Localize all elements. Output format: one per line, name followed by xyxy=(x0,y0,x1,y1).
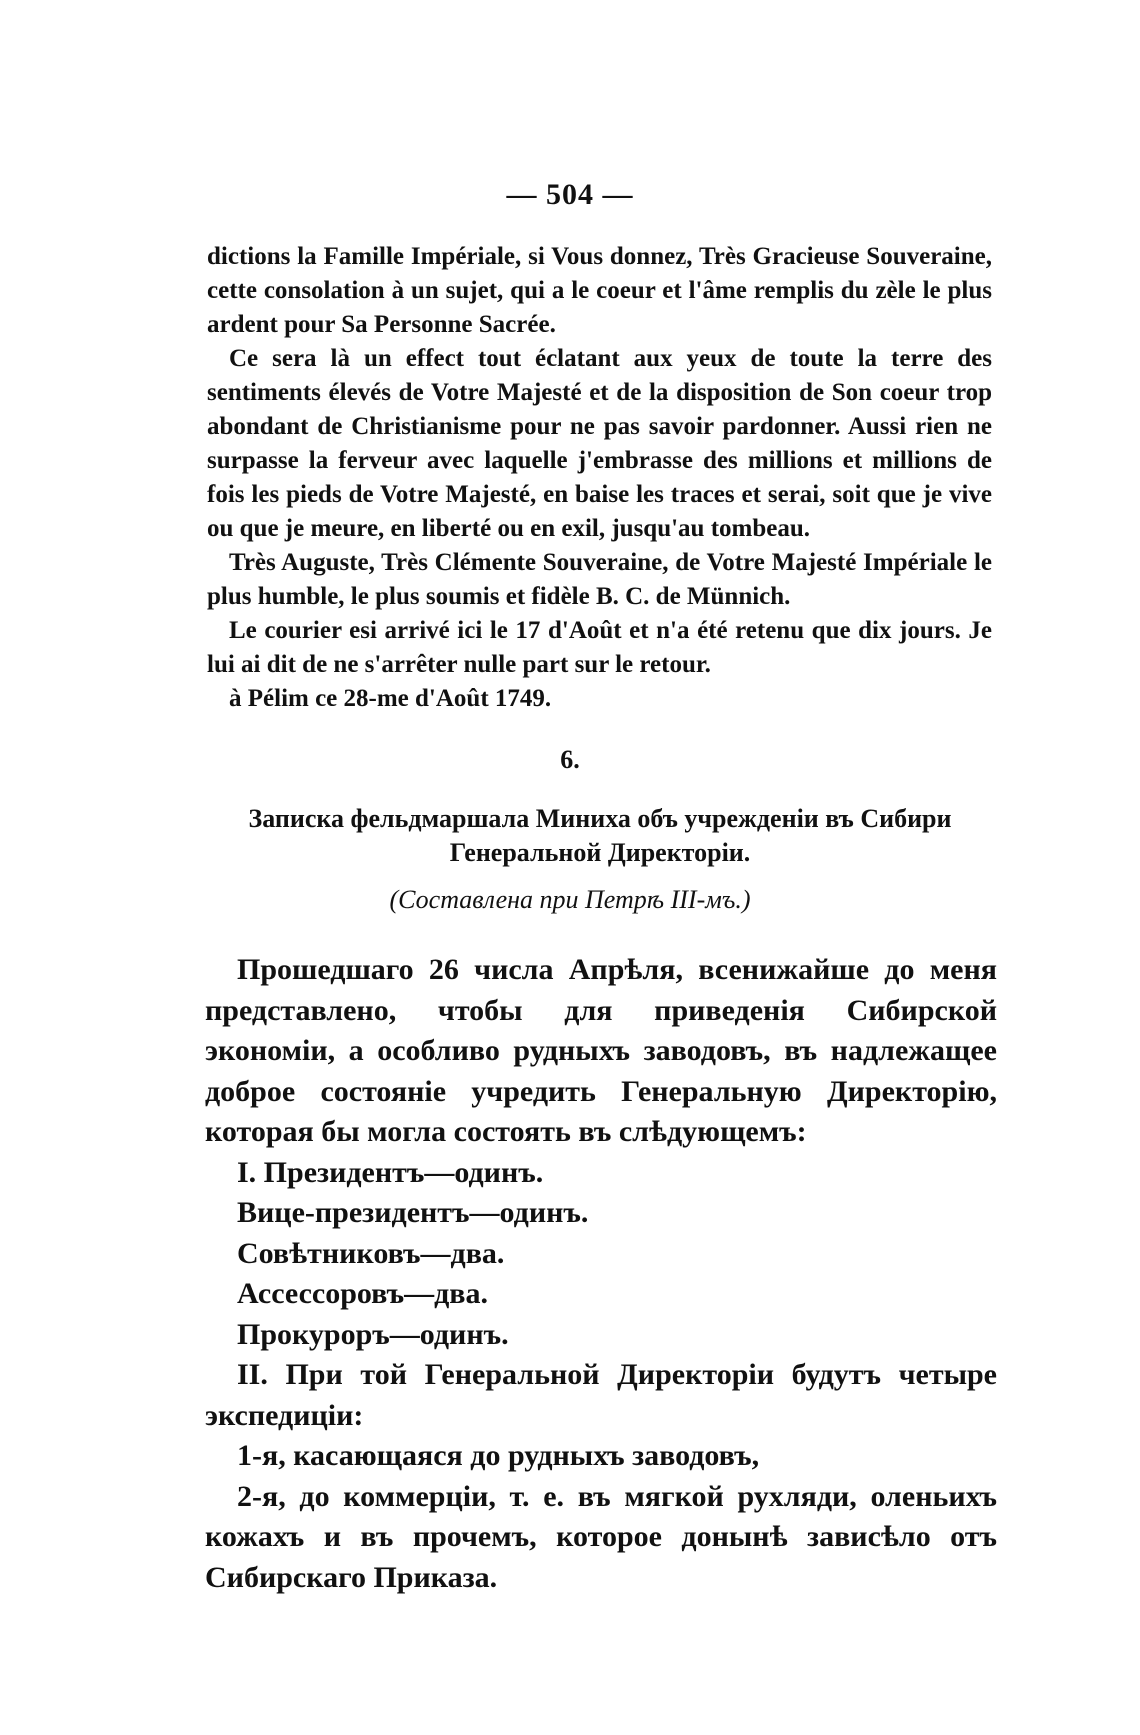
section-title: Записка фельдмаршала Миниха объ учрежденіи въ Сибири Генеральной Директоріи. xyxy=(248,804,952,867)
memo-paragraph: II. При той Генеральной Директоріи будутъ четыре экспедиціи: xyxy=(205,1358,997,1432)
memo-paragraph: Прошедшаго 26 числа Апрѣля, всенижайше до меня представлено, чтобы для приведенія Сибирской экономіи, а особливо рудныхъ заводовъ, въ надлежащее доброе состояніе учредить Генеральную Директорію, которая бы могла состоять въ слѣдующемъ: xyxy=(205,953,997,1148)
list-item: Ассессоровъ—два. xyxy=(237,1277,488,1310)
memo-text xyxy=(205,950,997,1598)
section-subtitle: (Составлена при Петрѣ III-мъ.) xyxy=(389,885,751,914)
section-number: 6. xyxy=(560,745,580,774)
letter-dateline: à Pélim ce 28-me d'Août 1749. xyxy=(229,685,552,712)
letter-paragraph: Ce sera là un effect tout éclatant aux yeux de toute la terre des sentiments élevés de Votre Majesté et de la disposition de Son coeur trop abondant de Christianisme pour ne pas savoir pardonner. Aussi rien ne surpasse la ferveur avec laquelle j'embrasse des millions et millions de fois les pieds de Votre Majesté, en baise les traces et serai, soit que je vive ou que je meure, en liberté ou en exil, jusqu'au tombeau. xyxy=(207,345,992,542)
list-item: Совѣтниковъ—два. xyxy=(237,1236,505,1270)
letter-text xyxy=(207,240,992,716)
list-item: Вице-президентъ—одинъ. xyxy=(237,1196,589,1229)
letter-paragraph: Le courier esi arrivé ici le 17 d'Août et n'a été retenu que dix jours. Je lui ai dit de ne s'arrêter nulle part sur le retour. xyxy=(207,617,992,678)
letter-paragraph: dictions la Famille Impériale, si Vous donnez, Très Gracieuse Souveraine, cette consolation à un sujet, qui a le coeur et l'âme remplis du zèle le plus ardent pour Sa Personne Sacrée. xyxy=(207,243,992,338)
list-item: I. Президентъ—одинъ. xyxy=(237,1155,544,1189)
letter-paragraph: Très Auguste, Très Clémente Souveraine, de Votre Majesté Impériale le plus humble, le plus soumis et fidèle B. C. de Münnich. xyxy=(207,549,992,610)
expedition-item: 2-я, до коммерціи, т. е. въ мягкой рухляди, оленьихъ кожахъ и въ прочемъ, которое донынѣ зависѣло отъ Сибирскаго Приказа. xyxy=(205,1479,997,1594)
page-number: — 504 — xyxy=(506,178,634,211)
list-item: Прокуроръ—одинъ. xyxy=(237,1317,509,1351)
expedition-item: 1-я, касающаяся до рудныхъ заводовъ, xyxy=(237,1439,760,1472)
